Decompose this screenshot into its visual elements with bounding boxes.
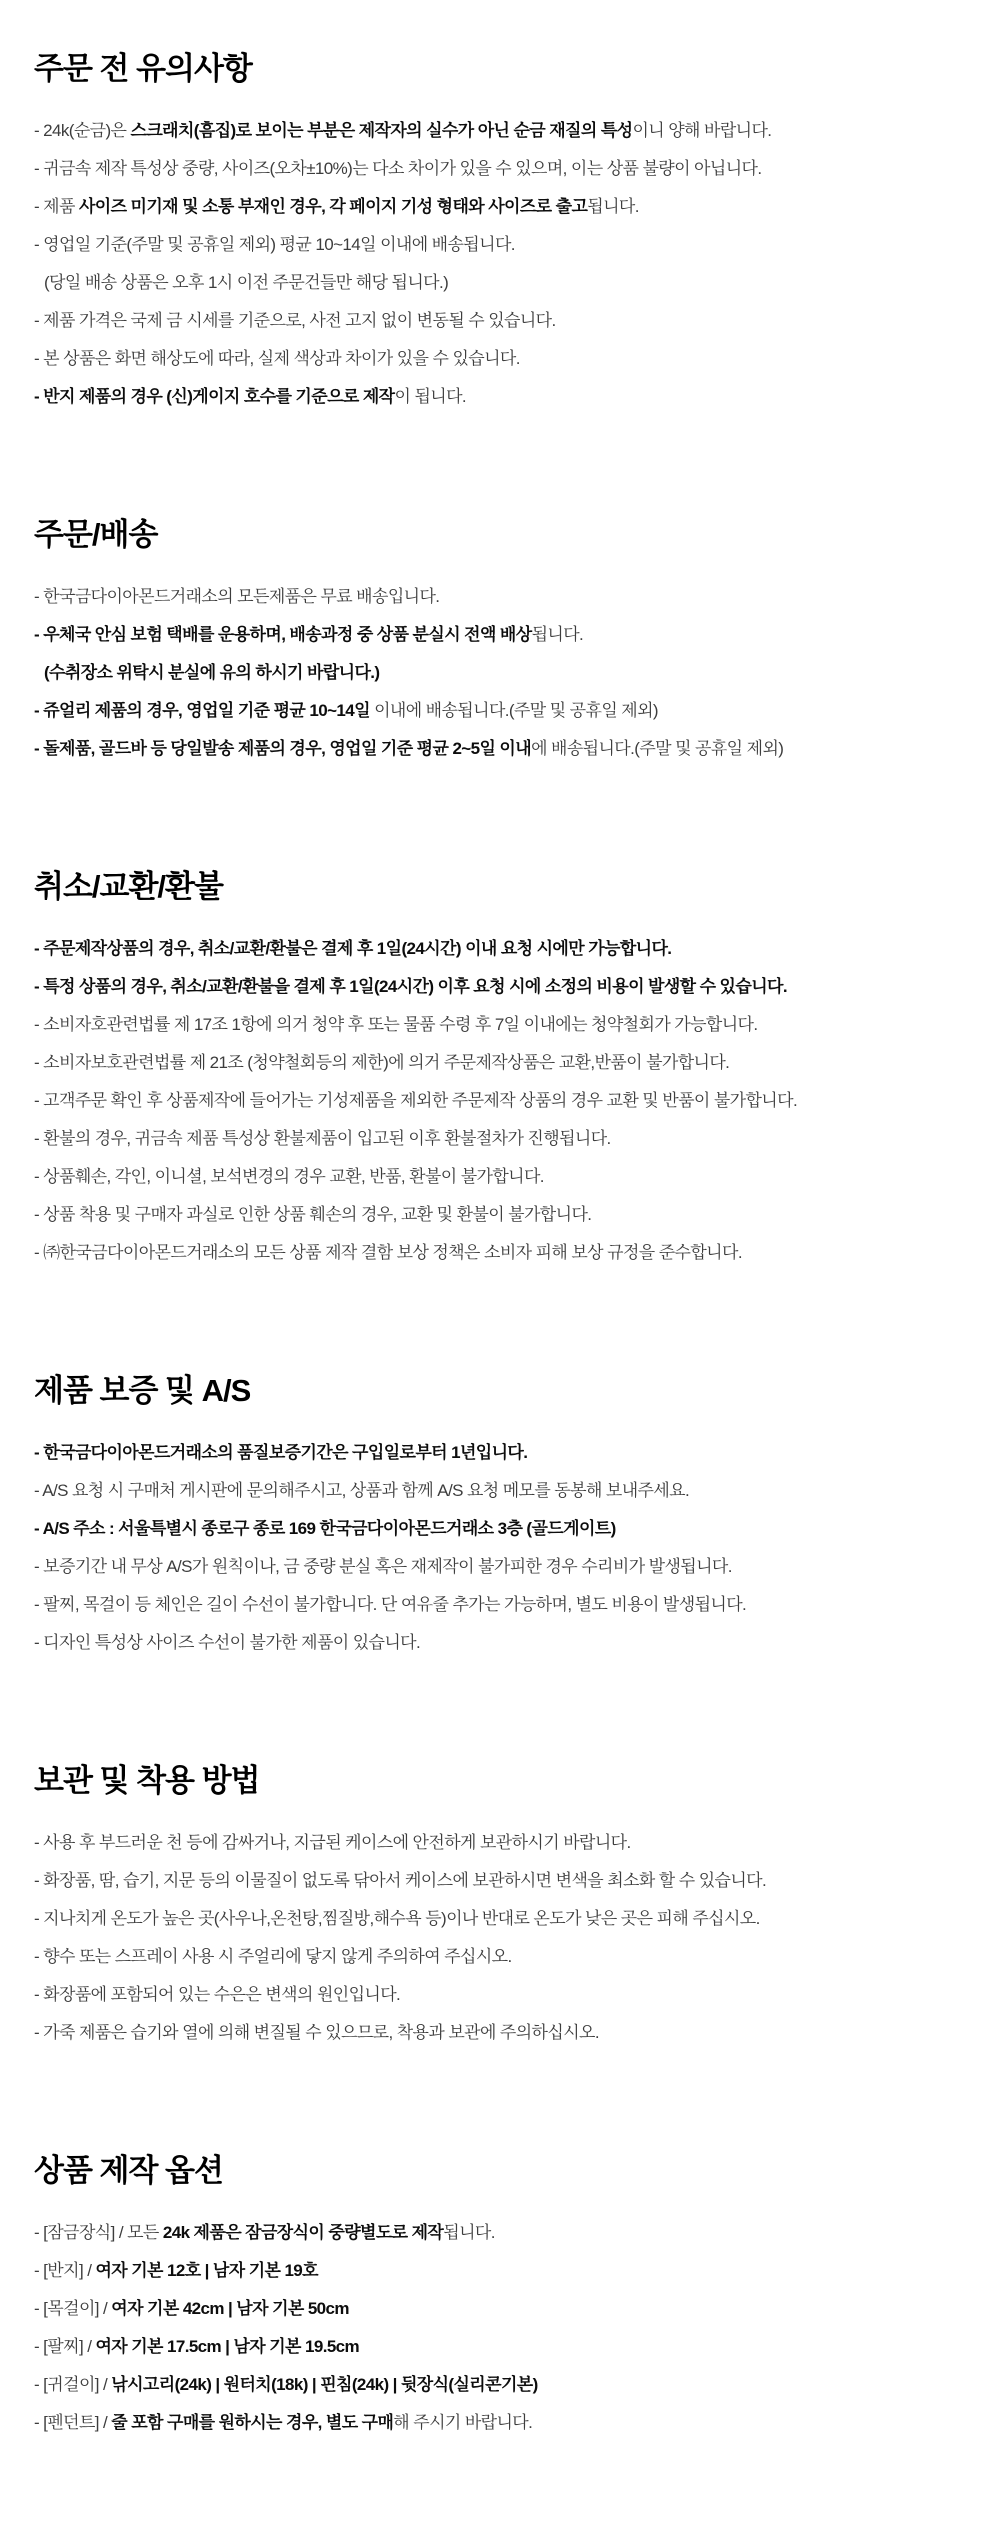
text-segment: 에 배송됩니다.(주말 및 공휴일 제외)	[531, 739, 784, 758]
notice-item	[34, 616, 966, 654]
text-segment: 여자 기본 17.5cm | 남자 기본 19.5cm	[95, 2337, 360, 2356]
notice-item	[34, 1824, 966, 1862]
notice-item	[34, 2014, 966, 2052]
text-segment: 쥬얼리 제품의 경우, 영업일 기준 평균 10~14일	[43, 701, 370, 720]
notice-item	[34, 1586, 966, 1624]
text-segment: 이 됩니다.	[394, 387, 467, 406]
notice-item	[34, 1434, 966, 1472]
text-segment: - 영업일 기준(주말 및 공휴일 제외) 평균 10~14일 이내에 배송됩니다.	[34, 235, 515, 254]
notice-list	[34, 578, 966, 768]
text-segment: 여자 기본 42cm | 남자 기본 50cm	[111, 2299, 349, 2318]
notice-item	[34, 730, 966, 768]
text-segment: - [펜던트] /	[34, 2413, 112, 2432]
text-segment: - 귀금속 제작 특성상 중량, 사이즈(오차±10%)는 다소 차이가 있을 수 있으며, 이는 상품 불량이 아닙니다.	[34, 159, 762, 178]
text-segment: 주문제작상품의 경우, 취소/교환/환불은 결제 후 1일(24시간) 이내 요청 시에만 가능합니다.	[43, 939, 672, 958]
notice-item	[34, 692, 966, 730]
section-title-cancel-exchange-refund: 취소/교환/환불	[34, 869, 223, 904]
text-segment: - 고객주문 확인 후 상품제작에 들어가는 기성제품을 제외한 주문제작 상품의 경우 교환 및 반품이 불가합니다.	[34, 1091, 798, 1110]
text-segment: -	[34, 701, 44, 720]
text-segment: 반지 제품의 경우 (신)게이지 호수를 기준으로 제작	[43, 387, 395, 406]
notice-section-pre-order-notes	[34, 50, 966, 416]
text-segment: - 팔찌, 목걸이 등 체인은 길이 수선이 불가합니다. 단 여유줄 추가는 가능하며, 별도 비용이 발생됩니다.	[34, 1595, 747, 1614]
notice-item	[34, 1900, 966, 1938]
text-segment: 우체국 안심 보험 택배를 운용하며, 배송과정 중 상품 분실시 전액 배상	[43, 625, 532, 644]
notice-item	[34, 968, 966, 1006]
notice-section-order-shipping	[34, 516, 966, 768]
text-segment: -	[34, 1519, 43, 1538]
text-segment: A/S 주소 : 서울특별시 종로구 종로 169 한국금다이아몬드거래소 3층 (골드게이트)	[42, 1519, 616, 1538]
text-segment: 사이즈 미기재 및 소통 부재인 경우, 각 페이지 기성 형태와 사이즈로 출고	[78, 197, 588, 216]
text-segment: - 지나치게 온도가 높은 곳(사우나,온천탕,찜질방,해수욕 등)이나 반대로 온도가 낮은 곳은 피해 주십시오.	[34, 1909, 760, 1928]
text-segment: - 가죽 제품은 습기와 열에 의해 변질될 수 있으므로, 착용과 보관에 주의하십시오.	[34, 2023, 599, 2042]
text-segment: - 소비자호관련법률 제 17조 1항에 의거 청약 후 또는 물품 수령 후 7일 이내에는 청약철회가 가능합니다.	[34, 1015, 758, 1034]
notice-item	[34, 378, 966, 416]
text-segment: - 한국금다이아몬드거래소의 모든제품은 무료 배송입니다.	[34, 587, 440, 606]
section-title-warranty-as: 제품 보증 및 A/S	[34, 1373, 251, 1408]
text-segment: - 본 상품은 화면 해상도에 따라, 실제 색상과 차이가 있을 수 있습니다.	[34, 349, 520, 368]
text-segment: - 사용 후 부드러운 천 등에 감싸거나, 지급된 케이스에 안전하게 보관하시기 바랍니다.	[34, 1833, 631, 1852]
notice-item	[34, 2404, 966, 2442]
text-segment: - 24k(순금)은	[34, 121, 131, 140]
notice-item	[34, 2366, 966, 2404]
text-segment: 24k 제품은 잠금장식이 중량별도로 제작	[162, 2223, 444, 2242]
notice-item	[34, 1862, 966, 1900]
notice-item	[34, 1624, 966, 1662]
notice-item	[34, 930, 966, 968]
notice-item	[34, 1472, 966, 1510]
notice-section-production-options	[34, 2152, 966, 2442]
text-segment: -	[34, 1443, 44, 1462]
section-title-storage-wearing: 보관 및 착용 방법	[34, 1763, 260, 1798]
text-segment: - 디자인 특성상 사이즈 수선이 불가한 제품이 있습니다.	[34, 1633, 421, 1652]
notice-item	[34, 264, 966, 302]
text-segment: - A/S 요청 시 구매처 게시판에 문의해주시고, 상품과 함께 A/S 요청 메모를 동봉해 보내주세요.	[34, 1481, 690, 1500]
text-segment: -	[34, 387, 44, 406]
text-segment: - 화장품에 포함되어 있는 수은은 변색의 원인입니다.	[34, 1985, 401, 2004]
notice-section-cancel-exchange-refund	[34, 868, 966, 1272]
notice-item	[34, 1548, 966, 1586]
text-segment: (당일 배송 상품은 오후 1시 이전 주문건들만 해당 됩니다.)	[44, 273, 449, 292]
text-segment: - 향수 또는 스프레이 사용 시 주얼리에 닿지 않게 주의하여 주십시오.	[34, 1947, 512, 1966]
notice-item	[34, 1938, 966, 1976]
text-segment: - [반지] /	[34, 2261, 96, 2280]
text-segment: 특정 상품의 경우, 취소/교환/환불을 결제 후 1일(24시간) 이후 요청 시에 소정의 비용이 발생할 수 있습니다.	[43, 977, 787, 996]
notice-section-storage-wearing	[34, 1762, 966, 2052]
text-segment: 돌제품, 골드바 등 당일발송 제품의 경우, 영업일 기준 평균 2~5일 이내	[43, 739, 532, 758]
text-segment: 이니 양해 바랍니다.	[632, 121, 772, 140]
text-segment: -	[34, 939, 44, 958]
text-segment: 됩니다.	[587, 197, 639, 216]
text-segment: 줄 포함 구매를 원하시는 경우, 별도 구매	[111, 2413, 394, 2432]
text-segment: 여자 기본 12호 | 남자 기본 19호	[95, 2261, 318, 2280]
notice-item	[34, 1158, 966, 1196]
notice-item	[34, 1510, 966, 1548]
text-segment: - 제품	[34, 197, 79, 216]
text-segment: - [목걸이] /	[34, 2299, 112, 2318]
text-segment: -	[34, 625, 44, 644]
notice-item	[34, 340, 966, 378]
notice-item	[34, 1234, 966, 1272]
text-segment: 해 주시기 바랍니다.	[393, 2413, 533, 2432]
notice-list	[34, 1434, 966, 1662]
text-segment: - 소비자보호관련법률 제 21조 (청약철회등의 제한)에 의거 주문제작상품은 교환,반품이 불가합니다.	[34, 1053, 730, 1072]
text-segment: - 제품 가격은 국제 금 시세를 기준으로, 사전 고지 없이 변동될 수 있습니다.	[34, 311, 556, 330]
text-segment: (수취장소 위탁시 분실에 유의 하시기 바랍니다.)	[44, 663, 380, 682]
notice-item	[34, 1120, 966, 1158]
text-segment: 낚시고리(24k) | 원터치(18k) | 핀침(24k) | 뒷장식(실리콘기본)	[111, 2375, 538, 2394]
text-segment: - [잠금장식] / 모든	[34, 2223, 163, 2242]
notice-list	[34, 112, 966, 416]
notice-section-warranty-as	[34, 1372, 966, 1662]
text-segment: 이내에 배송됩니다.(주말 및 공휴일 제외)	[369, 701, 658, 720]
notice-item	[34, 1082, 966, 1120]
text-segment: - ㈜한국금다이아몬드거래소의 모든 상품 제작 결함 보상 정책은 소비자 피해 보상 규정을 준수합니다.	[34, 1243, 742, 1262]
notice-item	[34, 2290, 966, 2328]
notice-list	[34, 2214, 966, 2442]
text-segment: 한국금다이아몬드거래소의 품질보증기간은 구입일로부터 1년입니다.	[43, 1443, 528, 1462]
text-segment: -	[34, 977, 44, 996]
notice-sections-container	[34, 50, 966, 2442]
text-segment: - 화장품, 땀, 습기, 지문 등의 이물질이 없도록 닦아서 케이스에 보관하시면 변색을 최소화 할 수 있습니다.	[34, 1871, 767, 1890]
notice-item	[34, 150, 966, 188]
notice-item	[34, 2252, 966, 2290]
notice-item	[34, 1196, 966, 1234]
text-segment: 됩니다.	[531, 625, 584, 644]
text-segment: - 상품훼손, 각인, 이니셜, 보석변경의 경우 교환, 반품, 환불이 불가합니다.	[34, 1167, 544, 1186]
notice-list	[34, 1824, 966, 2052]
notice-item	[34, 2214, 966, 2252]
text-segment: 스크래치(흠집)로 보이는 부분은 제작자의 실수가 아닌 순금 재질의 특성	[130, 121, 633, 140]
notice-item	[34, 302, 966, 340]
text-segment: - 환불의 경우, 귀금속 제품 특성상 환불제품이 입고된 이후 환불절차가 진행됩니다.	[34, 1129, 611, 1148]
section-title-production-options: 상품 제작 옵션	[34, 2153, 223, 2188]
notice-item	[34, 1006, 966, 1044]
notice-list	[34, 930, 966, 1272]
notice-item	[34, 226, 966, 264]
text-segment: - [귀걸이] /	[34, 2375, 112, 2394]
notice-item	[34, 1976, 966, 2014]
notice-item	[34, 2328, 966, 2366]
text-segment: - 상품 착용 및 구매자 과실로 인한 상품 훼손의 경우, 교환 및 환불이 불가합니다.	[34, 1205, 592, 1224]
notice-item	[34, 654, 966, 692]
notice-item	[34, 188, 966, 226]
notice-item	[34, 578, 966, 616]
text-segment: 됩니다.	[443, 2223, 495, 2242]
section-title-pre-order-notes: 주문 전 유의사항	[34, 51, 252, 86]
text-segment: - [팔찌] /	[34, 2337, 96, 2356]
section-title-order-shipping: 주문/배송	[34, 517, 158, 552]
text-segment: - 보증기간 내 무상 A/S가 원칙이나, 금 중량 분실 혹은 재제작이 불가피한 경우 수리비가 발생됩니다.	[34, 1557, 732, 1576]
notice-item	[34, 1044, 966, 1082]
notice-item	[34, 112, 966, 150]
text-segment: -	[34, 739, 44, 758]
